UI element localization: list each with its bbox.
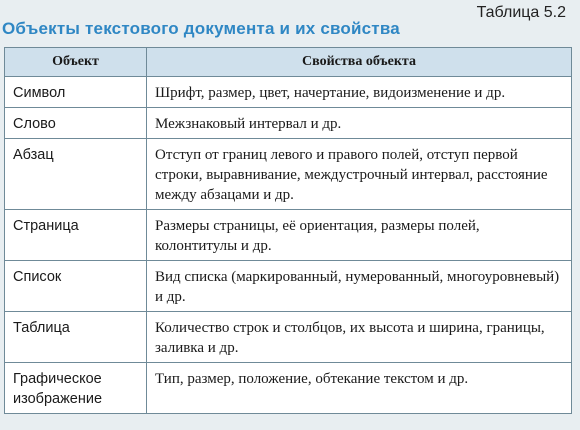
table-row <box>5 261 572 312</box>
table-row <box>5 108 572 139</box>
table-row <box>5 210 572 261</box>
table-header-row <box>5 48 572 77</box>
properties-cell: Тип, размер, положение, обтекание текстом и др. <box>147 363 572 414</box>
object-cell: Графическое изображение <box>5 363 147 414</box>
object-cell: Список <box>5 261 147 312</box>
properties-cell: Межзнаковый интервал и др. <box>147 108 572 139</box>
table-number: Таблица 5.2 <box>476 4 566 21</box>
properties-cell: Отступ от границ левого и правого полей, отступ первой строки, выравнивание, междустрочный интервал, расстояние между абзацами и др. <box>147 139 572 210</box>
properties-cell: Шрифт, размер, цвет, начертание, видоизменение и др. <box>147 77 572 108</box>
objects-properties-table <box>4 47 572 414</box>
header-object: Объект <box>5 48 147 77</box>
object-cell: Символ <box>5 77 147 108</box>
object-cell: Таблица <box>5 312 147 363</box>
object-cell: Страница <box>5 210 147 261</box>
header-properties: Свойства объекта <box>147 48 572 77</box>
table-caption: Объекты текстового документа и их свойства <box>2 19 400 38</box>
properties-cell: Вид списка (маркированный, нумерованный, многоуровневый) и др. <box>147 261 572 312</box>
object-cell: Абзац <box>5 139 147 210</box>
table-row <box>5 77 572 108</box>
object-cell: Слово <box>5 108 147 139</box>
table-row <box>5 363 572 414</box>
properties-cell: Размеры страницы, её ориентация, размеры полей, колонтитулы и др. <box>147 210 572 261</box>
properties-cell: Количество строк и столбцов, их высота и ширина, границы, заливка и др. <box>147 312 572 363</box>
table-row <box>5 139 572 210</box>
table-row <box>5 312 572 363</box>
